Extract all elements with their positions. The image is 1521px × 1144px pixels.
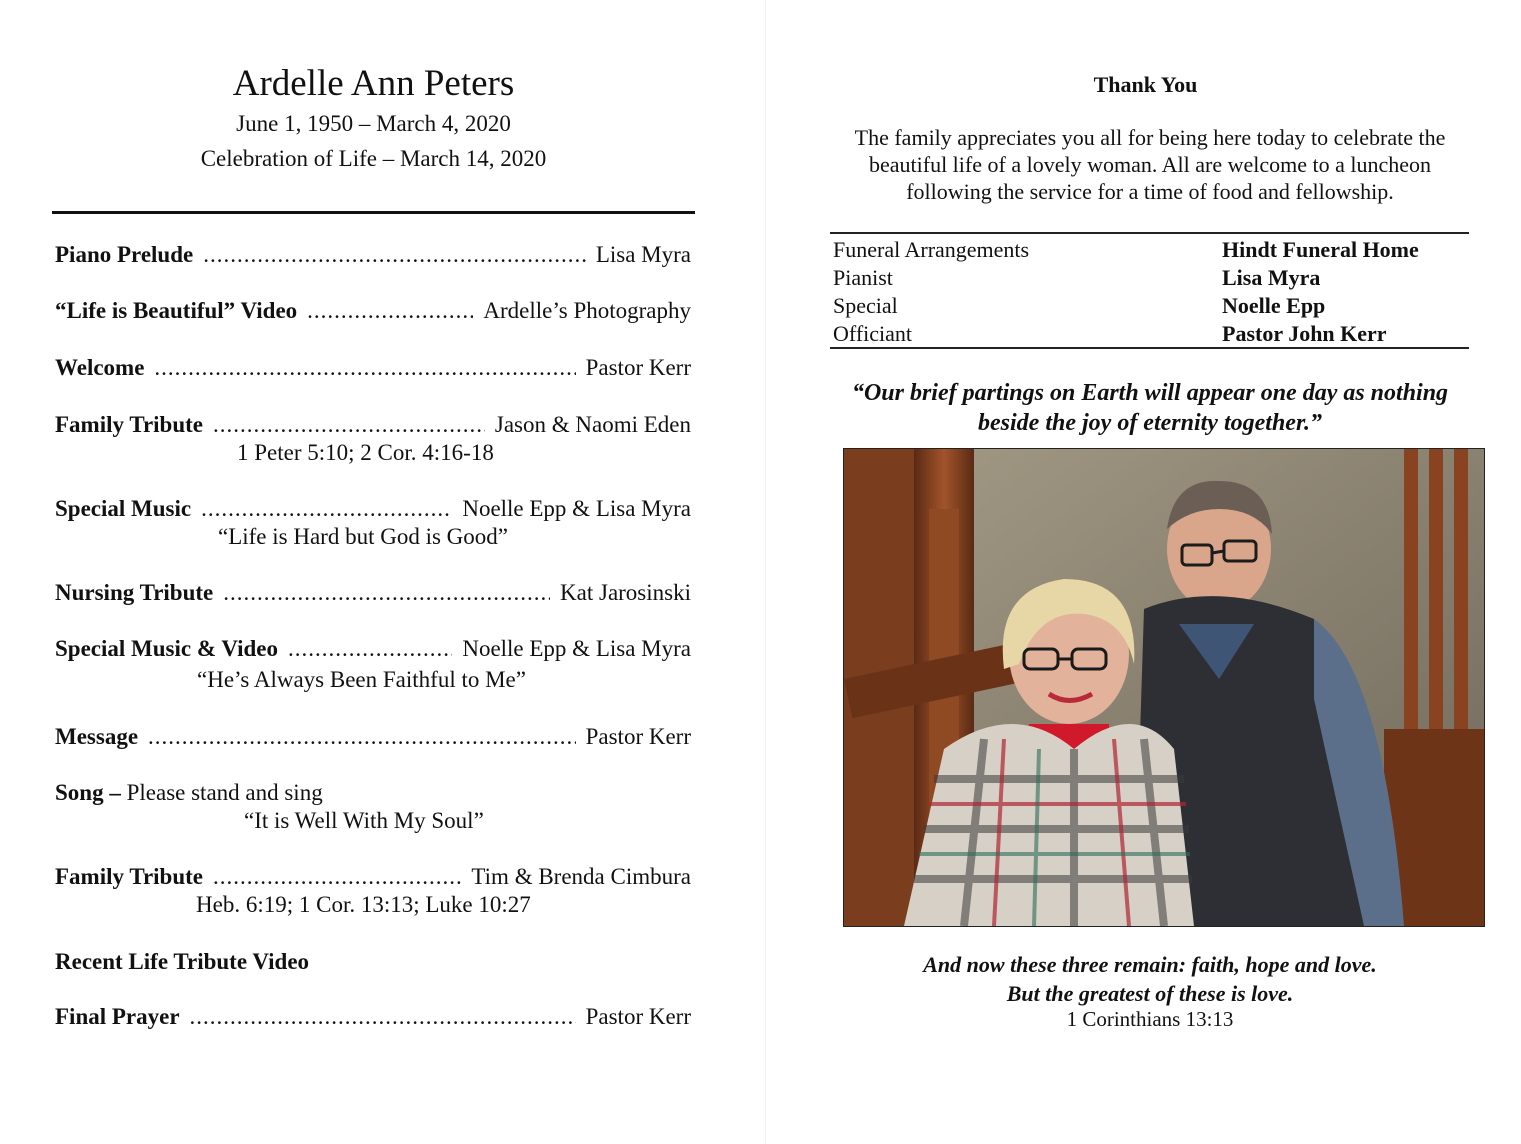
item-performer: Pastor Kerr bbox=[585, 1004, 691, 1029]
song-label: Song – bbox=[55, 780, 121, 805]
item-label: Welcome bbox=[55, 355, 145, 380]
program-item bbox=[55, 949, 691, 975]
item-performer: Ardelle’s Photography bbox=[483, 298, 691, 323]
program-item bbox=[55, 864, 691, 890]
program-item bbox=[55, 1004, 691, 1030]
program-item bbox=[55, 412, 691, 438]
item-label: Final Prayer bbox=[55, 1004, 180, 1029]
item-performer: Lisa Myra bbox=[595, 242, 691, 267]
program-page bbox=[0, 0, 760, 1144]
program-item bbox=[55, 496, 691, 522]
item-song-title: “He’s Always Been Faithful to Me” bbox=[197, 667, 526, 692]
thank-you-page bbox=[770, 0, 1521, 1144]
item-performer: Kat Jarosinski bbox=[560, 580, 691, 605]
verse-line-1: And now these three remain: faith, hope and love. bbox=[923, 952, 1377, 977]
item-song-title: “It is Well With My Soul” bbox=[244, 808, 484, 833]
arrangement-person: Lisa Myra bbox=[1222, 265, 1321, 290]
arrangements-bottom-rule bbox=[830, 347, 1469, 349]
program-item bbox=[55, 242, 691, 268]
leader-dots bbox=[203, 242, 586, 268]
item-label: Nursing Tribute bbox=[55, 580, 214, 605]
arrangement-person: Hindt Funeral Home bbox=[1222, 237, 1419, 262]
arrangement-role: Pianist bbox=[833, 265, 893, 290]
item-performer: Jason & Naomi Eden bbox=[494, 412, 691, 437]
leader-dots bbox=[154, 355, 575, 381]
item-label: Recent Life Tribute Video bbox=[55, 949, 310, 974]
item-label: Family Tribute bbox=[55, 412, 204, 437]
item-label: Piano Prelude bbox=[55, 242, 194, 267]
thank-you-text: The family appreciates you all for being here today to celebrate the beautiful life of a lovely woman. All are welcome to a luncheon following the service for a time of food and fellowship. bbox=[854, 125, 1446, 204]
item-song-title: “Life is Hard but God is Good” bbox=[218, 524, 508, 549]
program-item bbox=[55, 355, 691, 381]
arrangement-person: Pastor John Kerr bbox=[1222, 321, 1387, 346]
item-performer: Noelle Epp & Lisa Myra bbox=[462, 636, 691, 661]
item-performer: Noelle Epp & Lisa Myra bbox=[462, 496, 691, 521]
item-label: Family Tribute bbox=[55, 864, 204, 889]
item-performer: Pastor Kerr bbox=[585, 355, 691, 380]
leader-dots bbox=[213, 412, 485, 438]
item-label: “Life is Beautiful” Video bbox=[55, 298, 298, 323]
program-item bbox=[55, 724, 691, 750]
leader-dots bbox=[288, 636, 452, 662]
program-item bbox=[55, 580, 691, 606]
item-label bbox=[55, 780, 323, 806]
couple-photo bbox=[843, 448, 1485, 927]
verse-line-2: But the greatest of these is love. bbox=[1006, 981, 1294, 1006]
header-rule bbox=[52, 211, 695, 214]
program-item bbox=[55, 298, 691, 324]
program-item bbox=[55, 636, 691, 662]
leader-dots bbox=[307, 298, 473, 324]
arrangements-top-rule bbox=[830, 232, 1469, 234]
verse-reference: 1 Corinthians 13:13 bbox=[1066, 1007, 1234, 1031]
item-scripture: Heb. 6:19; 1 Cor. 13:13; Luke 10:27 bbox=[196, 892, 531, 917]
item-scripture: 1 Peter 5:10; 2 Cor. 4:16-18 bbox=[237, 440, 494, 465]
program-item bbox=[55, 780, 691, 806]
celebration-date: Celebration of Life – March 14, 2020 bbox=[200, 146, 547, 171]
arrangement-role: Officiant bbox=[833, 321, 913, 346]
leader-dots bbox=[223, 580, 550, 606]
song-instruction: Please stand and sing bbox=[120, 780, 323, 805]
item-performer: Tim & Brenda Cimbura bbox=[471, 864, 691, 889]
photo-illustration bbox=[844, 449, 1484, 926]
leader-dots bbox=[201, 496, 452, 522]
life-dates: June 1, 1950 – March 4, 2020 bbox=[236, 111, 511, 136]
leader-dots bbox=[213, 864, 461, 890]
thank-you-title: Thank You bbox=[1093, 72, 1198, 97]
leader-dots bbox=[148, 724, 576, 750]
deceased-name: Ardelle Ann Peters bbox=[232, 63, 515, 104]
page-fold bbox=[765, 0, 766, 1144]
item-label: Message bbox=[55, 724, 139, 749]
item-performer: Pastor Kerr bbox=[585, 724, 691, 749]
leader-dots bbox=[190, 1004, 576, 1030]
arrangement-role: Special bbox=[833, 293, 898, 318]
item-label: Special Music & Video bbox=[55, 636, 278, 661]
memorial-quote: “Our brief partings on Earth will appear one day as nothing beside the joy of eternity together.” bbox=[851, 380, 1449, 436]
item-label: Special Music bbox=[55, 496, 192, 521]
arrangement-person: Noelle Epp bbox=[1222, 293, 1326, 318]
scripture-verse bbox=[810, 950, 1490, 1008]
arrangement-role: Funeral Arrangements bbox=[833, 237, 1030, 262]
